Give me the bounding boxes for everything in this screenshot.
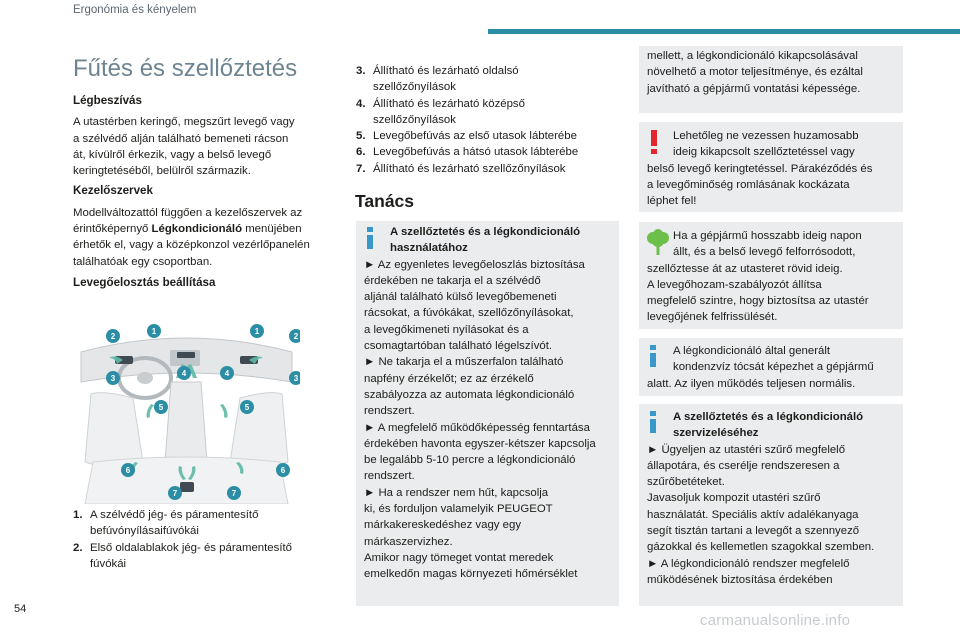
text-line: javítható a gépjármű vontatási képessége.	[647, 82, 861, 95]
list-item	[356, 128, 618, 144]
text-line: a levegőminőség romlásának kockázata	[647, 178, 850, 191]
svg-text:4: 4	[224, 369, 230, 378]
item-number: 7.	[356, 162, 366, 175]
list-item	[356, 96, 618, 129]
text-line: kondenzvíz tócsát képezhet a gépjármű	[673, 361, 874, 374]
text-line: léphet fel!	[647, 195, 697, 208]
running-header: Ergonómia és kényelem	[73, 4, 197, 16]
item-number: 1.	[73, 509, 83, 521]
text-line: ideig kikapcsolt szellőztetéssel vagy	[673, 146, 855, 159]
item-text: szellőzőnyílások	[373, 113, 456, 126]
text-line: szűrőbetéteket.	[647, 476, 725, 489]
text-line: emelkedőn magas környezeti hőmérséklet	[364, 568, 578, 581]
callout-2-left	[106, 329, 120, 343]
eco-tree-icon	[646, 229, 670, 255]
box-title: szervizeléséhez	[673, 427, 759, 440]
menu-name: Légkondicionáló	[151, 223, 243, 236]
text-line: Modellváltozattól függően a kezelőszervek az	[73, 206, 303, 219]
text-line: csomagtartóban található légelszívót.	[364, 340, 553, 353]
callout-5-right	[240, 400, 254, 414]
list-item	[73, 507, 335, 540]
text-line: be legalább 5-10 percre a légkondicionáló	[364, 454, 576, 467]
callout-6-right	[276, 463, 290, 477]
text-line: állt, és a belső levegő felforrósodott,	[673, 246, 856, 259]
text-line: Javasoljuk kompozit utastéri szűrő	[647, 492, 821, 505]
text-line: érhetők el, vagy a középkonzol vezérlőpanelén	[73, 239, 310, 252]
box-title: A szellőztetés és a légkondicionáló	[673, 411, 864, 423]
text-line: állapotára, és cserélje rendszeresen a	[647, 459, 840, 472]
list-item	[73, 540, 335, 573]
text-line: ► Ha a rendszer nem hűt, kapcsolja	[364, 486, 549, 499]
text-line: a levegőkimeneti nyílásokat és a	[364, 323, 529, 336]
page-title: Fűtés és szellőztetés	[73, 55, 298, 82]
callout-4-left	[177, 366, 191, 380]
text-line: belső levegő keringtetéssel. Párakéződés és	[647, 162, 873, 175]
info-icon	[649, 411, 657, 433]
text-line: rendszert.	[364, 405, 415, 418]
text-line: keringtetéséből, belülről származik.	[73, 165, 251, 178]
text-line: ki, és forduljon valamelyik PEUGEOT	[364, 503, 553, 516]
text-line	[73, 221, 333, 237]
callout-1-right	[250, 324, 264, 338]
text-line: márkaszervizhez.	[364, 535, 453, 548]
list-item	[356, 63, 618, 96]
text-line: ► A megfelelő működőképesség fenntartása	[364, 421, 590, 434]
info-icon	[366, 227, 374, 249]
svg-text:4: 4	[181, 369, 187, 378]
text-line: Amikor nagy tömeget vontat meredek	[364, 551, 554, 564]
callout-5-left	[154, 400, 168, 414]
text-line: napfény érzékelőt; ez az érzékelő	[364, 372, 534, 385]
text-line: A légkondicionáló által generált	[673, 345, 831, 357]
text-line: segít tisztán tartani a levegőt a szennyező	[647, 525, 860, 538]
text-span: menüjében	[242, 223, 302, 236]
box-body	[647, 442, 895, 589]
info-box-condensate	[639, 338, 903, 396]
svg-text:1: 1	[254, 327, 260, 336]
item-number: 6.	[356, 146, 366, 159]
item-number: 2.	[73, 541, 83, 554]
text-line: szellőztesse át az utasteret rövid ideig.	[647, 262, 843, 275]
box-body	[364, 257, 611, 583]
item-text: Levegőbefúvás a hátsó utasok lábterébe	[373, 146, 579, 159]
item-text: A szélvédő jég- és páramentesítő	[90, 509, 259, 521]
info-icon	[649, 345, 657, 367]
heading-levegoelosztas: Levegőelosztás beállítása	[73, 275, 216, 289]
svg-text:5: 5	[244, 403, 250, 412]
text-line: rácsokat, a fúvókákat, szellőzőnyílásokat,	[364, 307, 574, 320]
svg-text:3: 3	[293, 374, 299, 383]
text-line: érdekében ne takarja el a szélvédő	[364, 274, 541, 287]
item-number: 5.	[356, 130, 366, 143]
text-line: szabályozza az automata légkondicionáló	[364, 388, 575, 401]
item-number: 4.	[356, 97, 366, 110]
text-line: növelhető a motor teljesítménye, és ezáltal	[647, 66, 863, 79]
text-line: találhatóak egy csoportban.	[73, 255, 213, 268]
list-item	[356, 161, 618, 177]
tip-box-usage	[356, 221, 619, 606]
page-number: 54	[14, 603, 27, 615]
left-column	[73, 93, 333, 291]
section-heading-tanacs: Tanács	[355, 191, 415, 211]
left-legend-list	[73, 507, 335, 572]
svg-text:2: 2	[293, 332, 299, 341]
callout-6-left	[121, 463, 135, 477]
text-line: mellett, a légkondicionáló kikapcsolásával	[647, 50, 858, 62]
callout-3-left	[106, 371, 120, 385]
text-line: Lehetőleg ne vezessen huzamosabb	[673, 130, 859, 142]
text-line: A utastérben keringő, megszűrt levegő vagy	[73, 116, 295, 129]
text-line: alatt. Az ilyen működés teljesen normális.	[647, 377, 856, 390]
svg-text:1: 1	[151, 327, 157, 336]
callout-7-left	[168, 486, 182, 500]
watermark: carmanualsonline.info	[700, 612, 851, 629]
text-line: érdekében havonta egyszer-kétszer kapcsolja	[364, 437, 596, 450]
svg-text:2: 2	[110, 332, 116, 341]
text-line: Ha a gépjármű hosszabb ideig napon	[673, 230, 862, 242]
air-distribution-figure	[73, 312, 300, 504]
text-line: a szélvédő alján található bemeneti rácson	[73, 132, 289, 145]
text-line: A levegőhozam-szabályozót állítsa	[647, 278, 822, 291]
box-title: A szellőztetés és a légkondicionáló	[390, 226, 581, 238]
item-number: 3.	[356, 65, 366, 77]
callout-1-left	[147, 324, 161, 338]
svg-text:6: 6	[125, 466, 131, 475]
header-accent-bar	[488, 29, 960, 34]
text-line: levegőjének felfrissülését.	[647, 311, 778, 324]
text-line: használatát. Speciális aktív adalékanyaga	[647, 508, 859, 521]
svg-text:5: 5	[158, 403, 164, 412]
text-line: rendszert.	[364, 470, 415, 483]
warning-exclamation-icon	[650, 130, 658, 154]
eco-box	[639, 222, 903, 329]
info-box-service	[639, 404, 903, 606]
box-title: használatához	[390, 242, 468, 255]
item-text: befúvónyílásaifúvókái	[90, 525, 199, 538]
text-line: ► Ügyeljen az utastéri szűrő megfelelő	[647, 443, 846, 456]
item-text: szellőzőnyílások	[373, 81, 456, 94]
text-line: ► Ne takarja el a műszerfalon található	[364, 356, 564, 369]
heading-kezeloszervek: Kezelőszervek	[73, 184, 153, 198]
item-text: Első oldalablakok jég- és páramentesítő	[90, 541, 292, 554]
item-text: Levegőbefúvás az első utasok lábterébe	[373, 130, 577, 143]
svg-text:7: 7	[172, 489, 178, 498]
svg-text:6: 6	[280, 466, 286, 475]
item-text: fúvókái	[90, 557, 127, 570]
svg-text:7: 7	[231, 489, 237, 498]
item-text: Állítható és lezárható középső	[373, 97, 525, 110]
callout-4-right	[220, 366, 234, 380]
text-line: márkakereskedéshez vagy egy	[364, 519, 522, 532]
text-line: működésének biztosítása érdekében	[647, 573, 833, 586]
text-span: érintőképernyő	[73, 223, 152, 236]
warning-box	[639, 122, 903, 212]
heading-legbeszivas: Légbeszívás	[73, 94, 142, 107]
item-text: Állítható és lezárható oldalsó	[373, 65, 519, 77]
list-item	[356, 144, 618, 160]
text-line: át, kívülről érkezik, vagy a belső levegő	[73, 148, 272, 161]
text-line: ► A légkondicionáló rendszer megfelelő	[647, 557, 850, 570]
callout-7-right	[227, 486, 241, 500]
item-text: Állítható és lezárható szellőzőnyílások	[373, 162, 566, 175]
text-line: megfelelő szintre, hogy biztosítsa az utastér	[647, 295, 869, 308]
middle-legend-list	[356, 63, 618, 177]
svg-text:3: 3	[110, 374, 116, 383]
tip-box-continued	[639, 46, 903, 113]
text-line: ► Az egyenletes levegőeloszlás biztosítása	[364, 258, 585, 271]
text-line: gázokkal és kellemetlen szagokkal szemben.	[647, 541, 875, 554]
text-line: aljánál található külső levegőbemeneti	[364, 291, 557, 304]
